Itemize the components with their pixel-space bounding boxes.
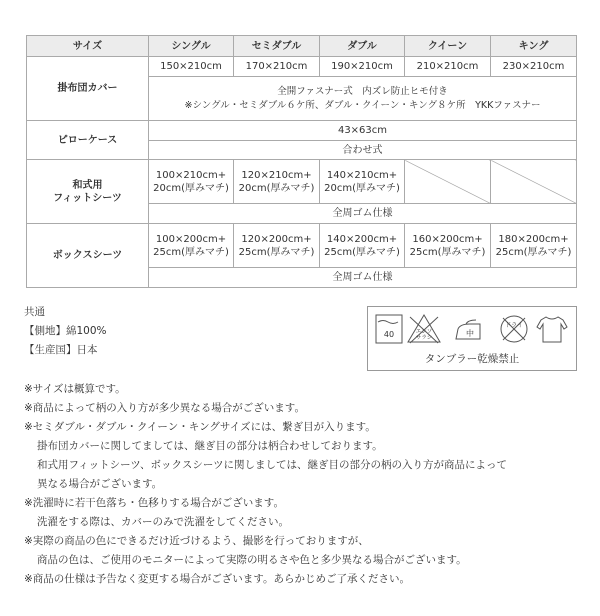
table-row bbox=[27, 57, 577, 77]
fitted-size-double-gusset: 20cm(厚みマチ) bbox=[324, 182, 400, 194]
table-row bbox=[27, 224, 577, 268]
note-line: 異なる場合がございます。 bbox=[37, 478, 163, 490]
box-size-queen bbox=[405, 224, 491, 268]
material-common: 共通 bbox=[24, 306, 45, 318]
note-line: 和式用フィットシーツ、ボックスシーツに関しましては、継ぎ目の部分の柄の入り方が商品によって bbox=[37, 459, 507, 471]
box-size-double-dims: 140×200cm+ bbox=[326, 233, 398, 245]
iron-temp-label: 中 bbox=[466, 329, 474, 338]
shirt-dry-icon bbox=[537, 317, 567, 342]
box-size-semi-double-gusset: 25cm(厚みマチ) bbox=[238, 246, 315, 258]
table-row bbox=[27, 121, 577, 141]
note-line: ※セミダブル・ダブル・クイーン・キングサイズには、繋ぎ目が入ります。 bbox=[24, 421, 376, 433]
box-size-queen-gusset: 25cm(厚みマチ) bbox=[409, 246, 486, 258]
notes-section bbox=[24, 380, 584, 589]
pillow-note: 合わせ式 bbox=[149, 141, 577, 160]
header-king: キング bbox=[491, 36, 577, 57]
size-spec-table bbox=[26, 35, 577, 288]
box-size-single-gusset: 25cm(厚みマチ) bbox=[153, 246, 229, 258]
box-size-king-gusset: 25cm(厚みマチ) bbox=[495, 246, 572, 258]
note-line: ※商品によって柄の入り方が多少異なる場合がございます。 bbox=[24, 402, 305, 414]
header-queen: クイーン bbox=[405, 36, 491, 57]
wash-40-icon bbox=[376, 315, 402, 343]
note-line: 洗濯をする際は、カバーのみで洗濯をしてください。 bbox=[37, 516, 289, 528]
header-semi-double: セミダブル bbox=[234, 36, 320, 57]
note-line: ※サイズは概算です。 bbox=[24, 383, 126, 395]
fitted-size-single-dims: 100×210cm+ bbox=[155, 169, 227, 181]
box-size-semi-double bbox=[234, 224, 320, 268]
note-line: ※実際の商品の色にできるだけ近づけるよう、撮影を行っておりますが、 bbox=[24, 535, 369, 547]
fitted-note: 全周ゴム仕様 bbox=[149, 204, 577, 224]
box-size-single bbox=[149, 224, 234, 268]
box-size-king-dims: 180×200cm+ bbox=[498, 233, 569, 245]
wash-temp-label: 40 bbox=[383, 330, 395, 339]
table-header-row bbox=[27, 36, 577, 57]
row-label-pillow-case: ピローケース bbox=[27, 121, 149, 160]
duvet-size-semi-double: 170×210cm bbox=[234, 57, 320, 77]
box-size-double-gusset: 25cm(厚みマチ) bbox=[324, 246, 400, 258]
fitted-size-semi-double-gusset: 20cm(厚みマチ) bbox=[238, 182, 315, 194]
fitted-size-king-unavailable bbox=[491, 160, 577, 204]
row-label-box-sheet: ボックスシーツ bbox=[27, 224, 149, 288]
fitted-size-single bbox=[149, 160, 234, 204]
box-size-double bbox=[320, 224, 405, 268]
box-size-king bbox=[491, 224, 577, 268]
fitted-size-semi-double-dims: 120×210cm+ bbox=[241, 169, 312, 181]
fitted-size-double-dims: 140×210cm+ bbox=[326, 169, 398, 181]
iron-medium-icon bbox=[456, 320, 480, 339]
fitted-size-queen-unavailable bbox=[405, 160, 491, 204]
duvet-note-line1: 全開ファスナー式 内ズレ防止ヒモ付き bbox=[277, 85, 448, 97]
fitted-size-single-gusset: 20cm(厚みマチ) bbox=[153, 182, 229, 194]
note-line: ※洗濯時に若干色落ち・色移りする場合がございます。 bbox=[24, 497, 284, 509]
row-label-fitted-sheet bbox=[27, 160, 149, 224]
no-bleach-icon bbox=[408, 315, 440, 343]
bleach-label-line1: エンソ bbox=[415, 329, 433, 335]
header-single: シングル bbox=[149, 36, 234, 57]
bleach-label-line2: サラシ bbox=[415, 335, 433, 341]
fitted-size-semi-double bbox=[234, 160, 320, 204]
note-line: ※商品の仕様は予告なく変更する場合がございます。あらかじめご了承ください。 bbox=[24, 573, 410, 585]
material-fabric: 【側地】綿100% bbox=[24, 325, 107, 337]
header-double: ダブル bbox=[320, 36, 405, 57]
row-label-duvet-cover: 掛布団カバー bbox=[27, 57, 149, 121]
fitted-label-line2: フィットシーツ bbox=[53, 192, 122, 204]
duvet-size-double: 190×210cm bbox=[320, 57, 405, 77]
care-icons bbox=[374, 311, 570, 347]
no-dry-clean-icon bbox=[501, 316, 527, 342]
box-size-queen-dims: 160×200cm+ bbox=[412, 233, 483, 245]
dry-clean-label: ドライ bbox=[505, 322, 523, 329]
duvet-size-king: 230×210cm bbox=[491, 57, 577, 77]
header-size: サイズ bbox=[27, 36, 149, 57]
box-size-semi-double-dims: 120×200cm+ bbox=[241, 233, 312, 245]
care-caption: タンブラー乾燥禁止 bbox=[424, 353, 520, 365]
duvet-note-line2: ※シングル・セミダブル６ケ所、ダブル・クイーン・キング８ケ所 YKKファスナー bbox=[184, 99, 541, 111]
note-line: 商品の色は、ご使用のモニターによって実際の明るさや色と多少異なる場合がございます。 bbox=[37, 554, 467, 566]
duvet-size-single: 150×210cm bbox=[149, 57, 234, 77]
duvet-size-queen: 210×210cm bbox=[405, 57, 491, 77]
box-note: 全周ゴム仕様 bbox=[149, 268, 577, 288]
box-size-single-dims: 100×200cm+ bbox=[155, 233, 227, 245]
note-line: 掛布団カバーに関してましては、継ぎ目の部分は柄合わせしております。 bbox=[37, 440, 383, 452]
material-origin: 【生産国】日本 bbox=[24, 344, 98, 356]
fitted-size-double bbox=[320, 160, 405, 204]
care-label-box bbox=[367, 306, 577, 371]
duvet-cover-note bbox=[149, 77, 577, 121]
table-row bbox=[27, 160, 577, 204]
pillow-size: 43×63cm bbox=[149, 121, 577, 141]
material-info bbox=[24, 303, 107, 360]
fitted-label-line1: 和式用 bbox=[72, 179, 103, 191]
